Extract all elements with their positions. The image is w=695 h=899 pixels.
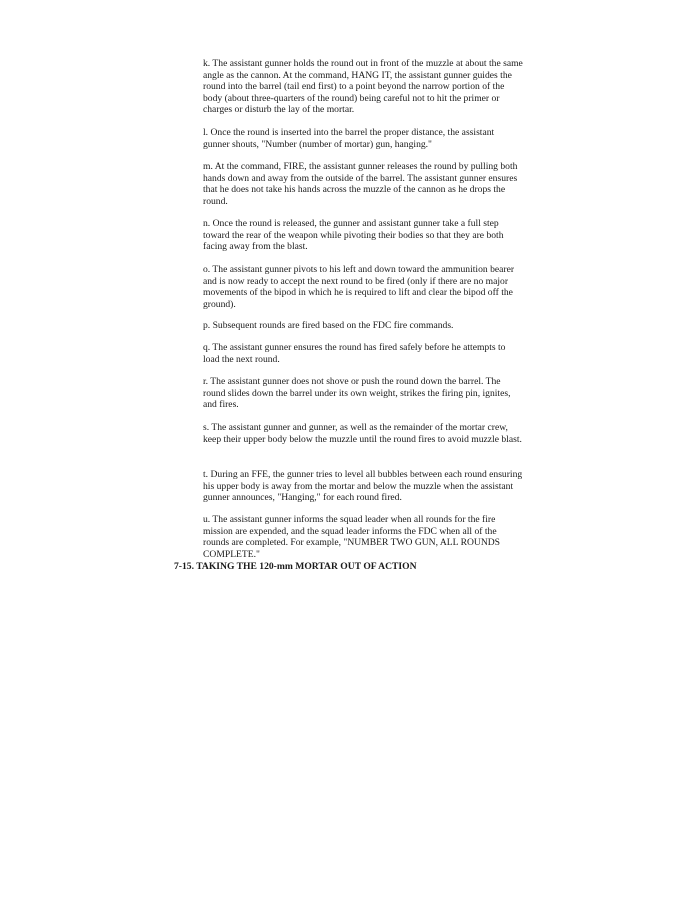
paragraph-q: q. The assistant gunner ensures the round has fired safely before he attempts to load the next round. [203,342,506,365]
paragraph-t: t. During an FFE, the gunner tries to level all bubbles between each round ensuring his upper body is away from the mortar and below the muzzle when the assistant gunner announces, "Hanging," for each round fired. [203,469,523,504]
paragraph-u: u. The assistant gunner informs the squad leader when all rounds for the fire mission are expended, and the squad leader informs the FDC when all of the rounds are completed. For example, "NUMBER TWO GUN, ALL ROUNDS COMPLETE." [203,514,501,560]
paragraph-k: k. The assistant gunner holds the round out in front of the muzzle at about the same angle as the cannon. At the command, HANG IT, the assistant gunner guides the round into the barrel (tail end first) to a point beyond the narrow portion of the body (about three-quarters of the round) being careful not to hit the primer or charges or disturb the lay of the mortar. [203,58,523,116]
paragraph-l: l. Once the round is inserted into the barrel the proper distance, the assistant gunner shouts, "Number (number of mortar) gun, hanging." [203,127,495,150]
paragraph-p: p. Subsequent rounds are fired based on the FDC fire commands. [203,320,454,331]
paragraph-r: r. The assistant gunner does not shove or push the round down the barrel. The round slides down the barrel under its own weight, strikes the firing pin, ignites, and fires. [203,376,511,411]
paragraph-s: s. The assistant gunner and gunner, as well as the remainder of the mortar crew, keep their upper body below the muzzle until the round fires to avoid muzzle blast. [203,422,522,445]
paragraph-n: n. Once the round is released, the gunner and assistant gunner take a full step toward the rear of the weapon while pivoting their bodies so that they are both facing away from the blast. [203,218,504,253]
section-heading: 7-15. TAKING THE 120-mm MORTAR OUT OF ACTION [174,561,417,572]
paragraph-m: m. At the command, FIRE, the assistant gunner releases the round by pulling both hands down and away from the outside of the barrel. The assistant gunner ensures that he does not take his hands across the muzzle of the cannon as he drops the round. [203,161,518,207]
paragraph-o: o. The assistant gunner pivots to his left and down toward the ammunition bearer and is now ready to accept the next round to be fired (only if there are no major movements of the bipod in which he is required to lift and clear the bipod off the ground). [203,264,515,310]
